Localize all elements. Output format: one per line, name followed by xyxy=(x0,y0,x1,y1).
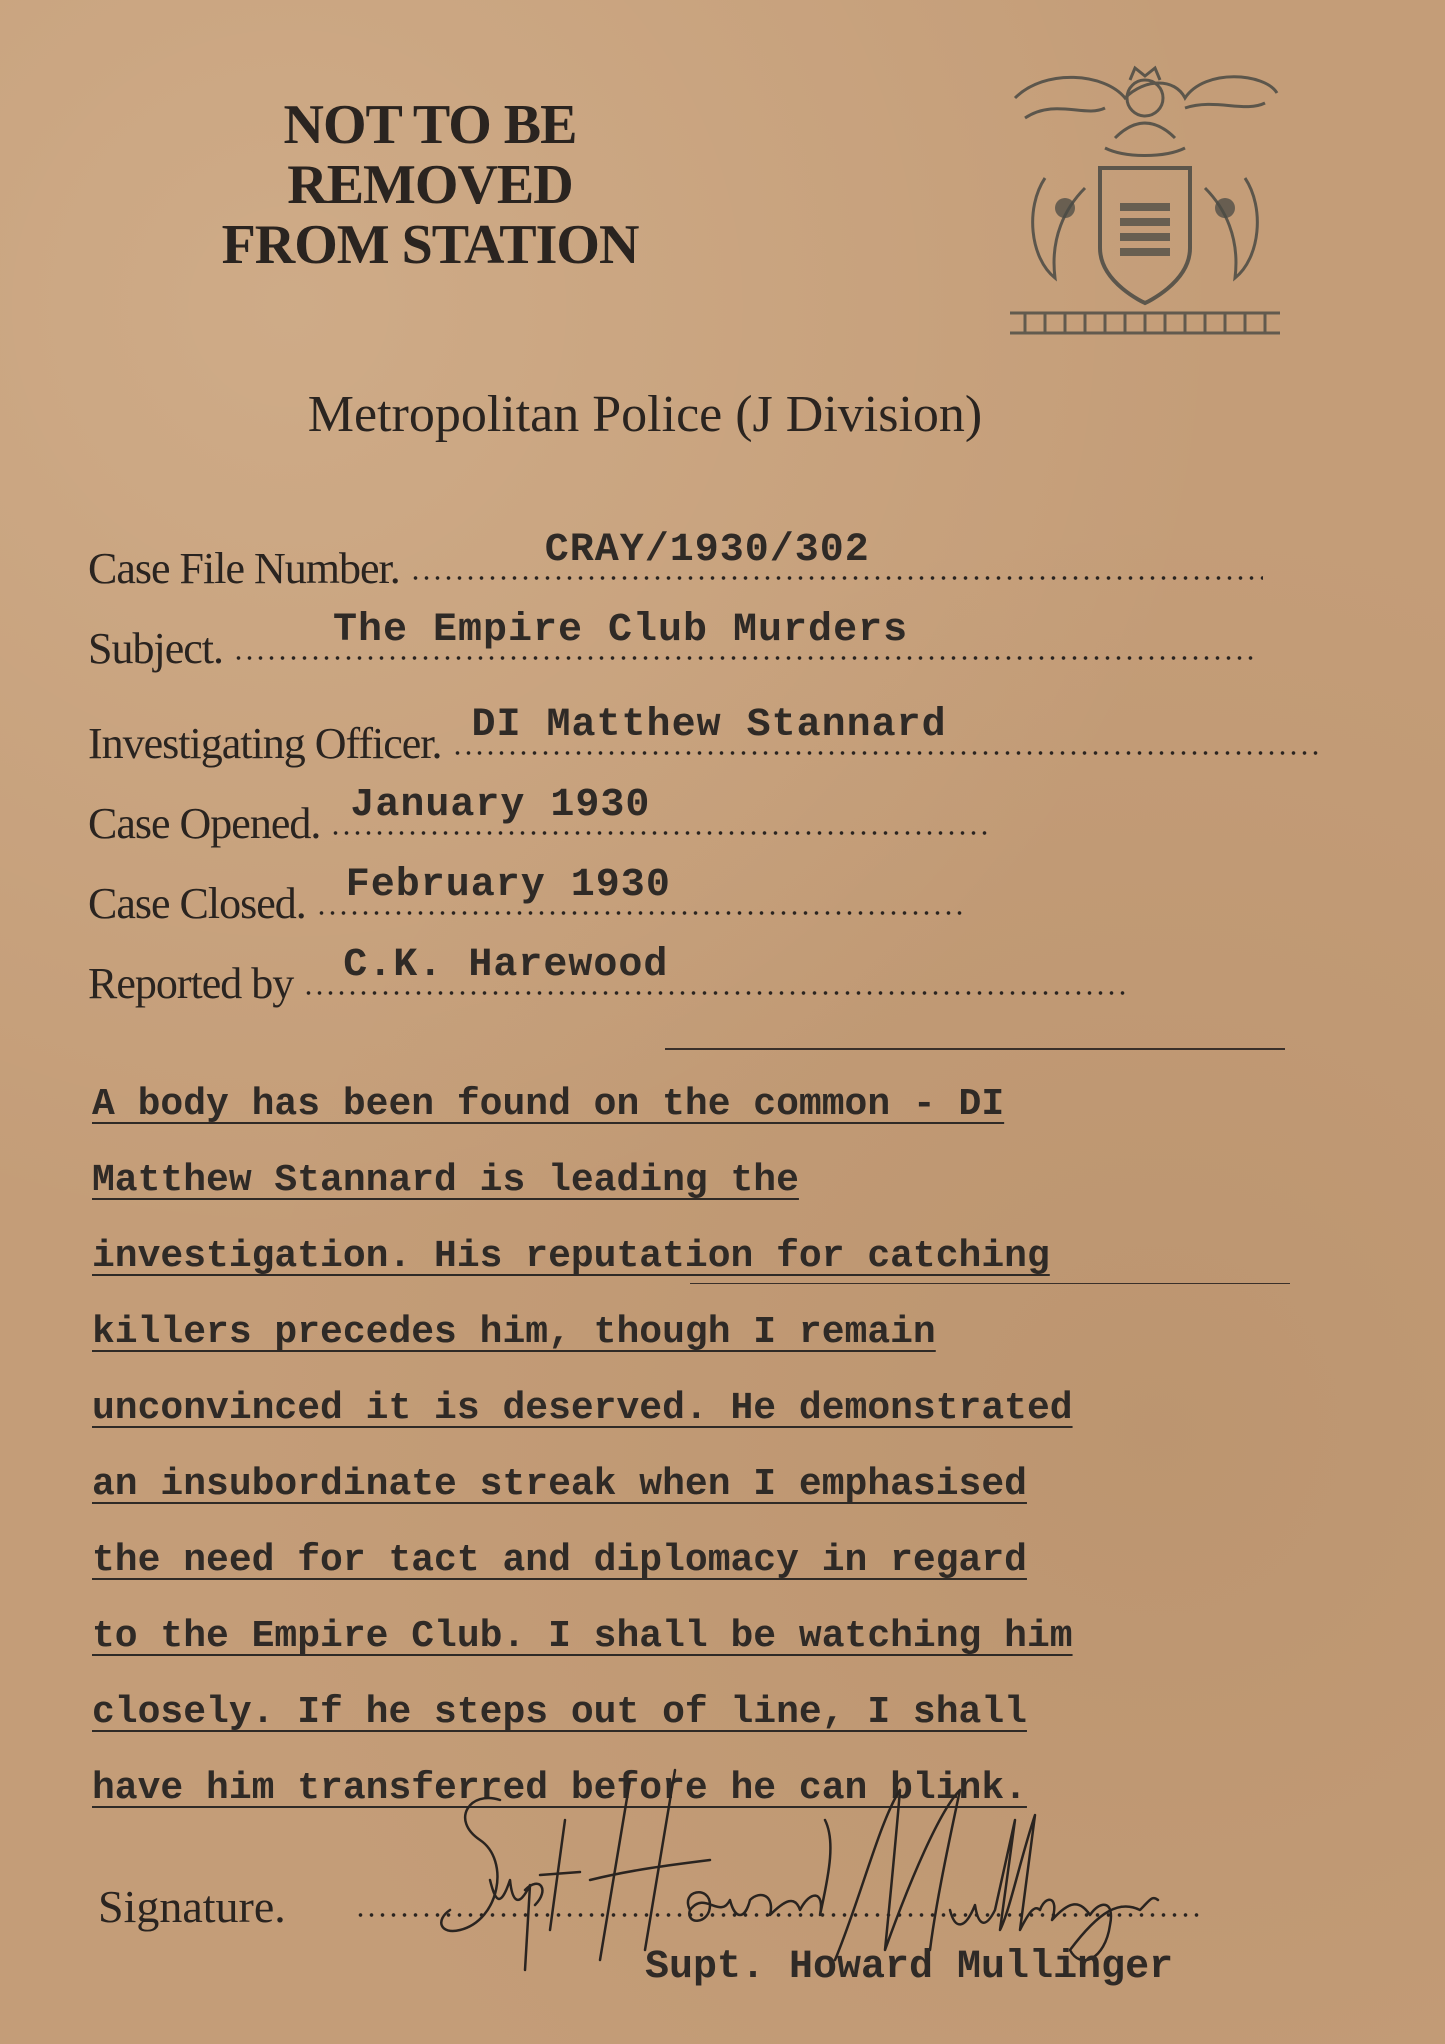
warning-line-3: FROM STATION xyxy=(221,214,639,276)
report-line: the need for tact and diplomacy in regard xyxy=(92,1539,1027,1582)
field-label: Reported by xyxy=(88,959,294,1008)
dotted-leader xyxy=(303,943,1128,998)
report-line: an insubordinate streak when I emphasised xyxy=(92,1463,1027,1506)
dotted-leader xyxy=(316,863,968,918)
organisation-title: Metropolitan Police (J Division) xyxy=(307,386,983,443)
report-line: to the Empire Club. I shall be watching him xyxy=(92,1615,1073,1658)
dotted-leader xyxy=(410,528,1263,583)
warning-line-1: NOT TO BE xyxy=(283,94,577,156)
field-value: DI Matthew Stannard xyxy=(471,703,947,748)
field-label: Case Closed. xyxy=(88,879,306,928)
coat-of-arms-icon xyxy=(1005,58,1285,340)
report-line: Matthew Stannard is leading the xyxy=(92,1159,799,1202)
field-label: Investigating Officer. xyxy=(88,719,442,768)
field-investigating-officer xyxy=(88,703,1323,774)
report-line: investigation. His reputation for catching xyxy=(92,1235,1050,1278)
field-reported-by xyxy=(88,943,1128,1014)
field-case-closed xyxy=(88,863,968,934)
warning-line-2: REMOVED xyxy=(287,154,573,216)
dotted-leader xyxy=(452,703,1323,758)
signature-label: Signature. xyxy=(98,1881,286,1932)
typed-signatory-name: Supt. Howard Mullinger xyxy=(645,1945,1174,1990)
dotted-leader xyxy=(233,608,1258,663)
report-line: have him transferred before he can blink. xyxy=(92,1767,1027,1810)
divider-rule xyxy=(665,1048,1285,1050)
field-value: C.K. Harewood xyxy=(343,943,669,988)
field-value: The Empire Club Murders xyxy=(332,608,909,653)
report-body xyxy=(92,1070,1412,1830)
field-value: CRAY/1930/302 xyxy=(544,528,870,573)
field-label: Case Opened. xyxy=(88,799,321,848)
report-line: closely. If he steps out of line, I shall xyxy=(92,1691,1027,1734)
dotted-leader xyxy=(330,783,988,838)
field-label: Case File Number. xyxy=(88,544,400,593)
warning-heading xyxy=(150,95,710,275)
field-label: Subject. xyxy=(88,624,223,673)
field-case-opened xyxy=(88,783,988,854)
field-value: January 1930 xyxy=(350,783,651,828)
report-line: killers precedes him, though I remain xyxy=(92,1311,936,1354)
field-case-file-number xyxy=(88,528,1263,599)
field-subject xyxy=(88,608,1258,679)
report-line: A body has been found on the common - DI xyxy=(92,1083,1005,1126)
field-value: February 1930 xyxy=(345,863,671,908)
report-line: unconvinced it is deserved. He demonstrated xyxy=(92,1387,1073,1430)
